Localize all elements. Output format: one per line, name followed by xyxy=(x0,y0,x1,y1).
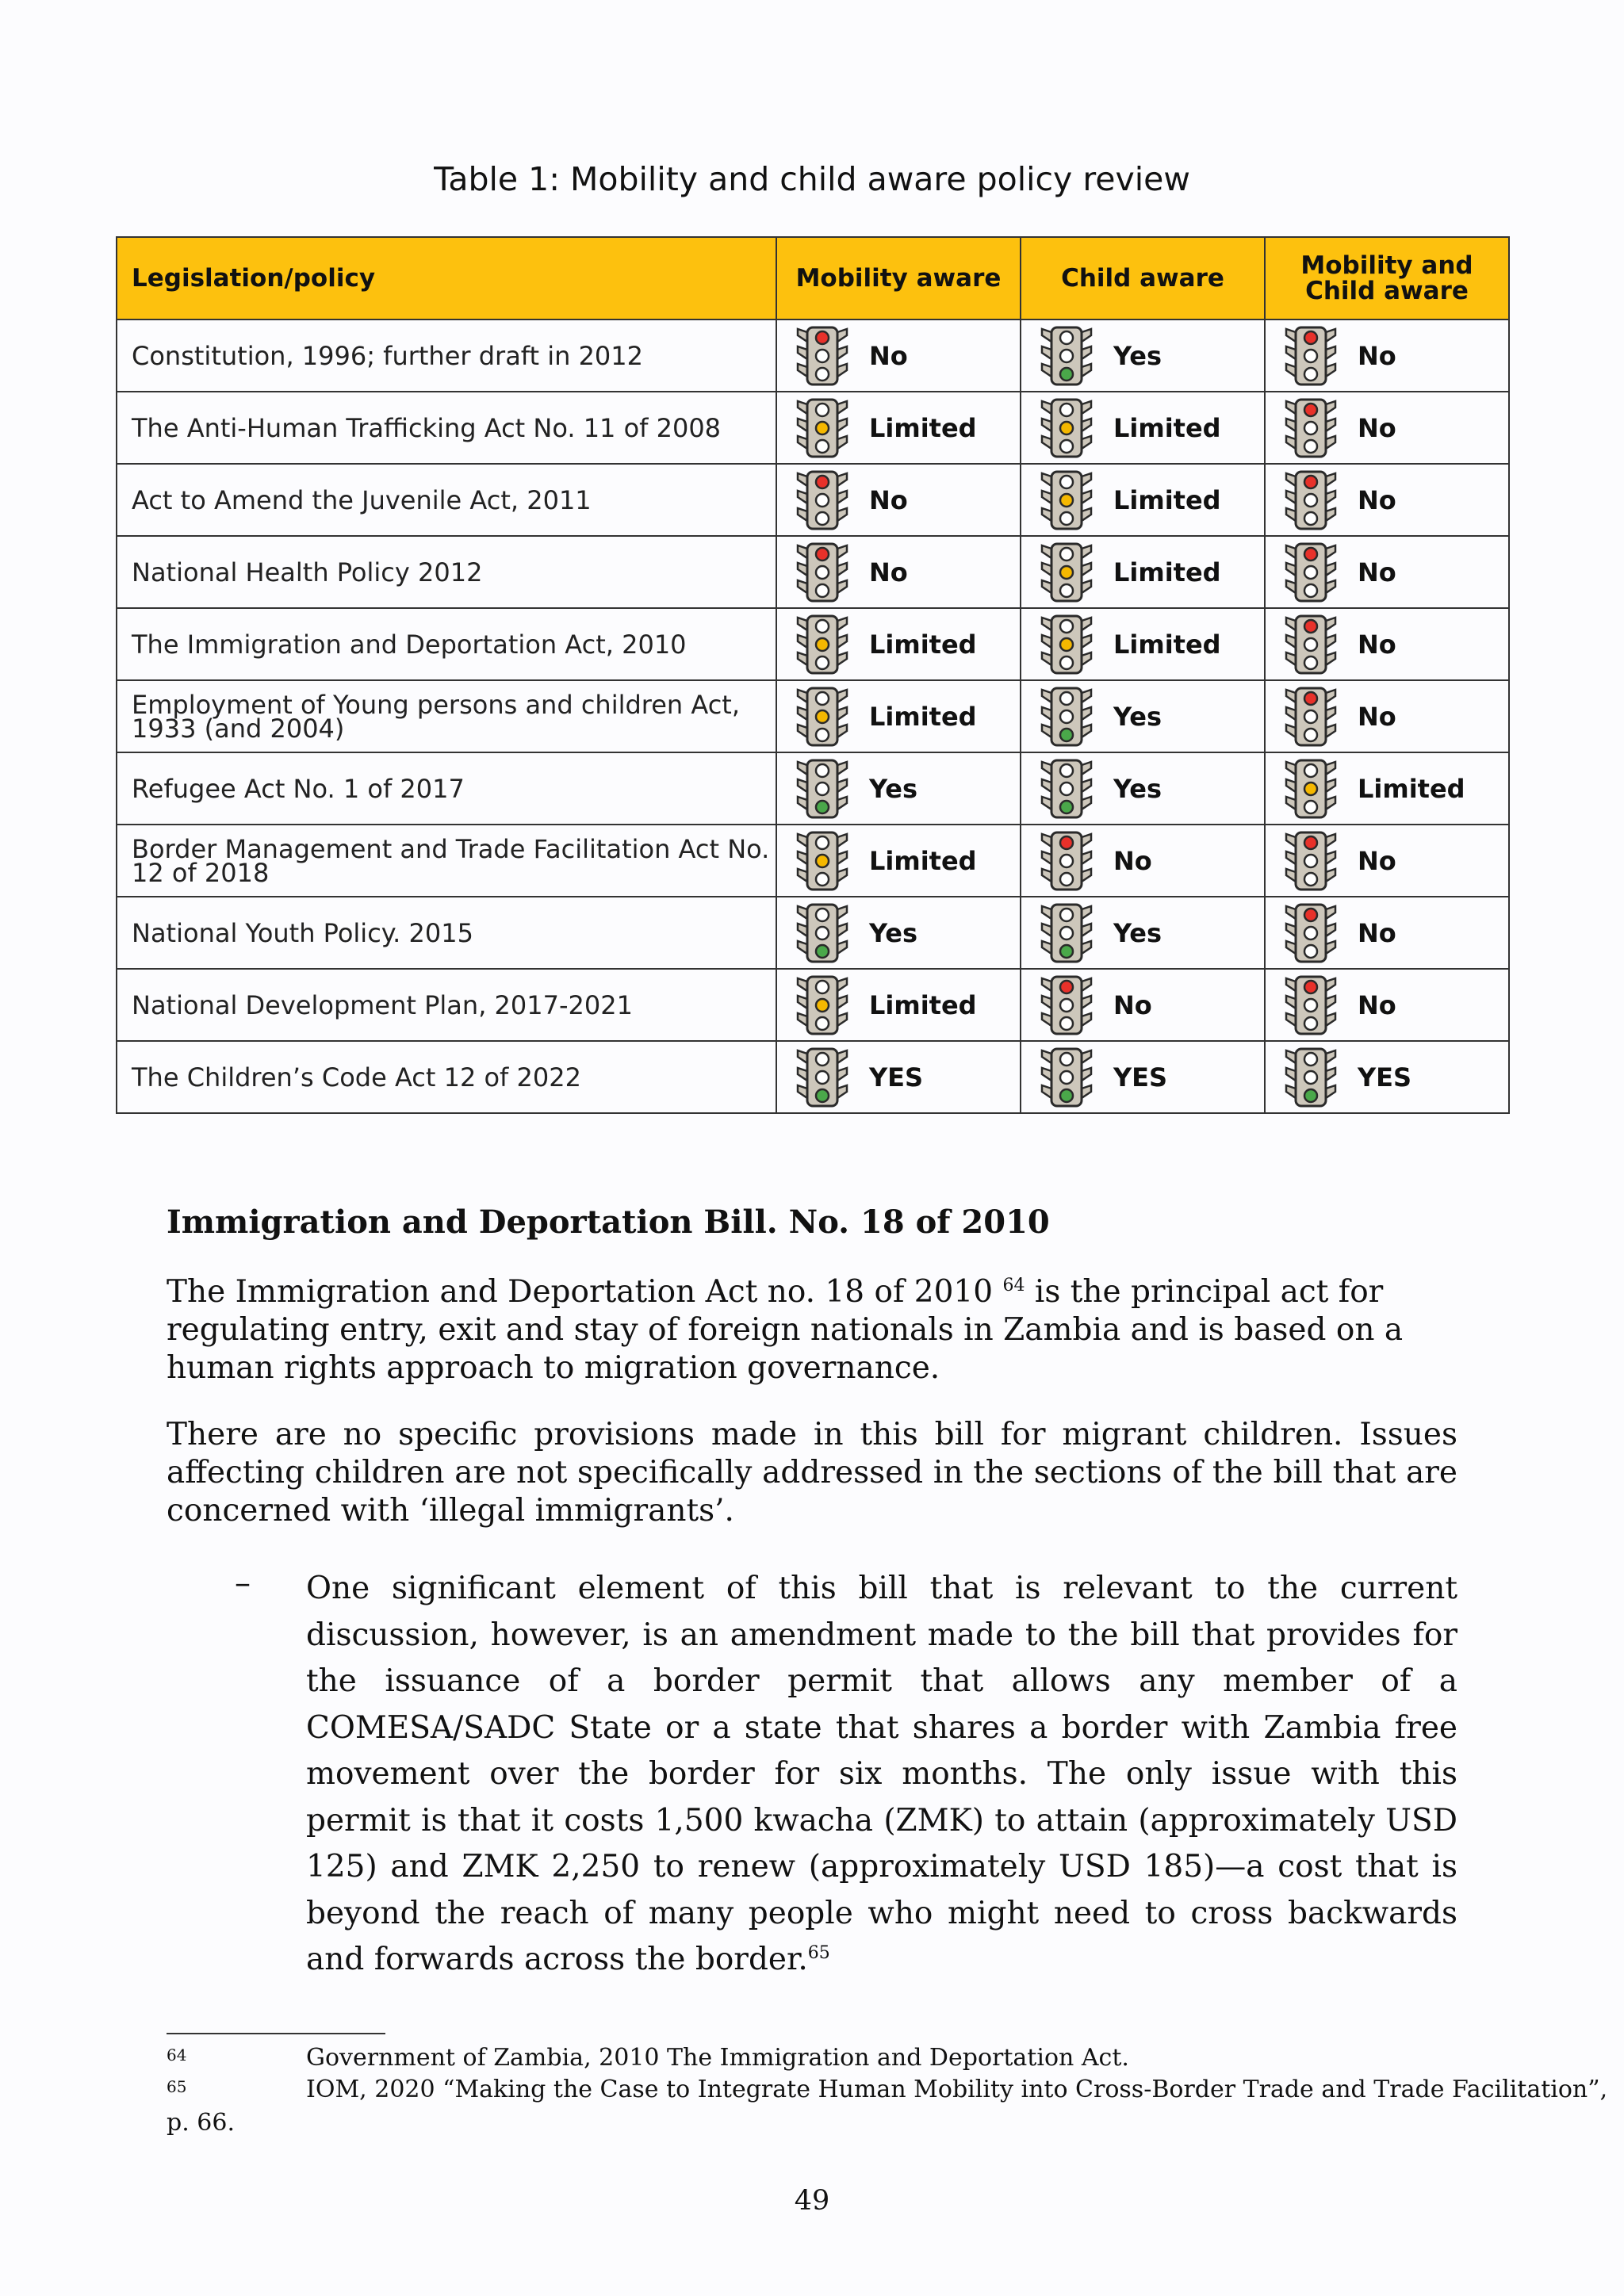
rating-cell-mobility xyxy=(776,752,1021,825)
rating-label: Yes xyxy=(1113,340,1162,371)
light-amber-off xyxy=(1060,710,1073,723)
rating-label: Limited xyxy=(869,845,977,876)
traffic-light-red-icon xyxy=(1283,398,1339,458)
table-header-row xyxy=(117,237,1509,320)
traffic-light-amber-icon xyxy=(795,975,850,1035)
light-red-on xyxy=(1060,981,1073,993)
rating-label: No xyxy=(1358,629,1396,660)
light-red-off xyxy=(1060,1053,1073,1066)
light-green-off xyxy=(1304,1017,1317,1030)
traffic-light-amber-icon xyxy=(795,614,850,675)
rating-label: No xyxy=(1113,845,1152,876)
policy-review-table xyxy=(116,236,1510,1114)
light-amber-on xyxy=(816,710,829,723)
policy-name-cell: The Anti-Human Trafficking Act No. 11 of 2008 xyxy=(117,392,776,464)
light-amber-off xyxy=(1304,494,1317,507)
light-green-off xyxy=(1060,873,1073,886)
light-red-off xyxy=(1060,764,1073,777)
bullet-paragraph-text: One significant element of this bill that is relevant to the current discussion, however, is an amendment made to the bill that provides for the issuance of a border permit that allows any member of a COMESA/SADC State or a state that shares a border with Zambia free movement over the border for six months. The only issue with this permit is that it costs 1,500 kwacha (ZMK) to attain (approximately USD 125) and ZMK 2,250 to renew (approximately USD 185)—a cost that is beyond the reach of many people who might need to cross backwards and forwards across the border. xyxy=(306,1571,1457,1977)
rating-label: Limited xyxy=(869,989,977,1020)
light-amber-off xyxy=(1304,855,1317,867)
light-red-on xyxy=(816,476,829,488)
traffic-light-red-icon xyxy=(795,542,850,603)
light-amber-on xyxy=(816,638,829,651)
rating-cell-child xyxy=(1021,752,1265,825)
traffic-light-green-icon xyxy=(795,903,850,963)
traffic-light-red-icon xyxy=(1283,975,1339,1035)
traffic-light-amber-icon xyxy=(795,687,850,747)
rating-cell-child xyxy=(1021,464,1265,536)
footnote-divider xyxy=(167,2033,385,2034)
policy-name-cell: Refugee Act No. 1 of 2017 xyxy=(117,752,776,825)
table-row xyxy=(117,1041,1509,1113)
policy-name-cell: Border Management and Trade Facilitation Act No. 12 of 2018 xyxy=(117,825,776,897)
light-amber-on xyxy=(1060,566,1073,579)
light-green-off xyxy=(1304,656,1317,669)
light-amber-on xyxy=(1304,783,1317,795)
rating-cell-both xyxy=(1265,536,1509,608)
traffic-light-green-icon xyxy=(795,1047,850,1108)
light-amber-off xyxy=(1304,638,1317,651)
light-green-off xyxy=(1304,368,1317,381)
rating-cell-mobility xyxy=(776,320,1021,392)
rating-cell-mobility xyxy=(776,536,1021,608)
light-amber-off xyxy=(1304,927,1317,939)
light-amber-off xyxy=(816,350,829,362)
rating-cell-both xyxy=(1265,680,1509,752)
traffic-light-red-icon xyxy=(1283,326,1339,386)
traffic-light-green-icon xyxy=(1039,759,1094,819)
paragraph-2: There are no specific provisions made in this bill for migrant children. Issues affecting children are not specifically addressed in the sections of the bill that are concerned with ‘illegal immigrants’. xyxy=(167,1417,1457,1529)
traffic-light-amber-icon xyxy=(1283,759,1339,819)
light-red-on xyxy=(1304,692,1317,705)
rating-label: No xyxy=(1113,989,1152,1020)
traffic-light-red-icon xyxy=(1283,614,1339,675)
rating-label: Limited xyxy=(869,629,977,660)
bullet-paragraph xyxy=(306,1566,1457,1984)
light-red-off xyxy=(1060,692,1073,705)
light-green-off xyxy=(1304,512,1317,525)
table-row xyxy=(117,392,1509,464)
traffic-light-red-icon xyxy=(1283,470,1339,530)
rating-label: YES xyxy=(1113,1062,1168,1093)
light-green-off xyxy=(1304,801,1317,813)
policy-name-cell: National Health Policy 2012 xyxy=(117,536,776,608)
footnote-ref-65: 65 xyxy=(807,1943,830,1963)
rating-cell-child xyxy=(1021,897,1265,969)
rating-cell-both xyxy=(1265,392,1509,464)
light-green-on xyxy=(1060,1089,1073,1102)
rating-cell-mobility xyxy=(776,392,1021,464)
light-amber-off xyxy=(1304,1071,1317,1084)
footnote-64-text: Government of Zambia, 2010 The Immigration and Deportation Act. xyxy=(306,2044,1129,2072)
traffic-light-amber-icon xyxy=(1039,614,1094,675)
light-amber-on xyxy=(816,855,829,867)
light-red-off xyxy=(816,692,829,705)
rating-cell-child xyxy=(1021,1041,1265,1113)
traffic-light-amber-icon xyxy=(795,831,850,891)
light-red-off xyxy=(1060,548,1073,561)
policy-name-cell: National Development Plan, 2017-2021 xyxy=(117,969,776,1041)
light-amber-off xyxy=(816,783,829,795)
traffic-light-red-icon xyxy=(1039,831,1094,891)
table-row xyxy=(117,680,1509,752)
rating-label: No xyxy=(869,484,908,515)
light-green-off xyxy=(816,368,829,381)
rating-label: YES xyxy=(1358,1062,1412,1093)
light-amber-off xyxy=(1060,999,1073,1012)
traffic-light-red-icon xyxy=(795,470,850,530)
traffic-light-green-icon xyxy=(1039,326,1094,386)
traffic-light-red-icon xyxy=(1283,542,1339,603)
traffic-light-amber-icon xyxy=(795,398,850,458)
light-green-off xyxy=(1304,584,1317,597)
light-amber-off xyxy=(1060,927,1073,939)
header-mobility-child-line2: Child aware xyxy=(1305,277,1469,305)
rating-cell-mobility xyxy=(776,969,1021,1041)
light-green-off xyxy=(1060,656,1073,669)
rating-label: Limited xyxy=(1113,557,1221,587)
light-amber-off xyxy=(1304,422,1317,434)
light-green-off xyxy=(1060,512,1073,525)
rating-cell-both xyxy=(1265,825,1509,897)
table-row xyxy=(117,320,1509,392)
policy-name-cell: Act to Amend the Juvenile Act, 2011 xyxy=(117,464,776,536)
light-amber-off xyxy=(1304,999,1317,1012)
rating-label: Limited xyxy=(1113,412,1221,443)
table-row xyxy=(117,608,1509,680)
light-amber-off xyxy=(1304,566,1317,579)
rating-label: Yes xyxy=(1113,701,1162,732)
policy-name-cell: The Children’s Code Act 12 of 2022 xyxy=(117,1041,776,1113)
light-green-on xyxy=(1060,729,1073,741)
rating-cell-child xyxy=(1021,392,1265,464)
light-amber-off xyxy=(816,566,829,579)
light-amber-off xyxy=(1060,783,1073,795)
header-mobility-child-aware xyxy=(1265,237,1509,320)
light-green-off xyxy=(1304,873,1317,886)
traffic-light-green-icon xyxy=(1283,1047,1339,1108)
light-red-on xyxy=(1304,909,1317,921)
light-red-on xyxy=(816,331,829,344)
light-red-off xyxy=(816,1053,829,1066)
rating-label: Limited xyxy=(869,412,977,443)
rating-label: No xyxy=(1358,557,1396,587)
light-red-off xyxy=(1060,620,1073,633)
light-red-off xyxy=(1304,764,1317,777)
light-red-on xyxy=(1304,836,1317,849)
rating-label: Yes xyxy=(869,917,917,948)
rating-cell-child xyxy=(1021,680,1265,752)
light-red-off xyxy=(1060,331,1073,344)
light-green-off xyxy=(1060,584,1073,597)
light-amber-on xyxy=(1060,494,1073,507)
table-row xyxy=(117,464,1509,536)
table-row xyxy=(117,897,1509,969)
light-red-off xyxy=(816,981,829,993)
traffic-light-red-icon xyxy=(1283,903,1339,963)
light-red-off xyxy=(1060,909,1073,921)
rating-cell-both xyxy=(1265,897,1509,969)
light-red-off xyxy=(816,909,829,921)
rating-cell-mobility xyxy=(776,1041,1021,1113)
light-amber-on xyxy=(1060,422,1073,434)
light-green-on xyxy=(1060,801,1073,813)
light-amber-on xyxy=(816,999,829,1012)
light-amber-off xyxy=(1060,1071,1073,1084)
traffic-light-amber-icon xyxy=(1039,398,1094,458)
traffic-light-red-icon xyxy=(1283,687,1339,747)
policy-name-cell: Constitution, 1996; further draft in 2012 xyxy=(117,320,776,392)
rating-cell-mobility xyxy=(776,608,1021,680)
rating-label: Limited xyxy=(1358,773,1465,804)
light-green-off xyxy=(816,1017,829,1030)
footnote-ref-64: 64 xyxy=(1002,1276,1025,1295)
light-red-on xyxy=(816,548,829,561)
light-red-on xyxy=(1304,476,1317,488)
rating-cell-both xyxy=(1265,1041,1509,1113)
rating-label: Limited xyxy=(1113,484,1221,515)
rating-cell-mobility xyxy=(776,464,1021,536)
rating-cell-child xyxy=(1021,608,1265,680)
rating-cell-child xyxy=(1021,320,1265,392)
rating-cell-child xyxy=(1021,536,1265,608)
light-amber-off xyxy=(1304,350,1317,362)
traffic-light-green-icon xyxy=(1039,1047,1094,1108)
light-green-on xyxy=(816,801,829,813)
light-green-off xyxy=(1304,729,1317,741)
traffic-light-amber-icon xyxy=(1039,470,1094,530)
table-caption: Table 1: Mobility and child aware policy review xyxy=(434,160,1190,198)
light-red-on xyxy=(1304,981,1317,993)
rating-label: No xyxy=(1358,412,1396,443)
light-green-off xyxy=(816,656,829,669)
light-red-off xyxy=(816,620,829,633)
rating-label: YES xyxy=(869,1062,924,1093)
table-row xyxy=(117,536,1509,608)
light-green-off xyxy=(1304,945,1317,958)
footnote-65-text: IOM, 2020 “Making the Case to Integrate Human Mobility into Cross-Border Trade and Trade Facilitation”, xyxy=(306,2076,1608,2103)
traffic-light-green-icon xyxy=(795,759,850,819)
table-row xyxy=(117,752,1509,825)
traffic-light-red-icon xyxy=(1039,975,1094,1035)
light-amber-off xyxy=(816,494,829,507)
light-green-on xyxy=(816,1089,829,1102)
table-row xyxy=(117,825,1509,897)
rating-cell-both xyxy=(1265,320,1509,392)
light-green-off xyxy=(816,873,829,886)
light-red-on xyxy=(1304,331,1317,344)
footnote-65-number: 65 xyxy=(167,2077,187,2096)
light-amber-off xyxy=(816,1071,829,1084)
policy-name-cell: National Youth Policy. 2015 xyxy=(117,897,776,969)
light-green-on xyxy=(1304,1089,1317,1102)
light-red-off xyxy=(816,404,829,416)
light-amber-off xyxy=(1304,710,1317,723)
header-legislation: Legislation/policy xyxy=(117,237,776,320)
traffic-light-green-icon xyxy=(1039,687,1094,747)
light-red-on xyxy=(1304,620,1317,633)
header-mobility-aware: Mobility aware xyxy=(776,237,1021,320)
paragraph-1-text-b: is the principal act for regulating entry, exit and stay of foreign nationals in Zambia and is based on a human rights approach to migration governance. xyxy=(167,1274,1404,1386)
rating-label: Yes xyxy=(869,773,917,804)
light-amber-on xyxy=(1060,638,1073,651)
rating-cell-mobility xyxy=(776,897,1021,969)
light-green-off xyxy=(1060,1017,1073,1030)
light-red-on xyxy=(1060,836,1073,849)
rating-cell-child xyxy=(1021,825,1265,897)
light-red-off xyxy=(816,764,829,777)
light-green-off xyxy=(1304,440,1317,453)
rating-label: No xyxy=(1358,484,1396,515)
rating-cell-both xyxy=(1265,969,1509,1041)
light-red-off xyxy=(1060,404,1073,416)
light-amber-off xyxy=(1060,350,1073,362)
section-heading: Immigration and Deportation Bill. No. 18 of 2010 xyxy=(167,1203,1050,1241)
policy-name-cell: The Immigration and Deportation Act, 2010 xyxy=(117,608,776,680)
traffic-light-red-icon xyxy=(1283,831,1339,891)
rating-label: No xyxy=(1358,340,1396,371)
rating-label: Limited xyxy=(869,701,977,732)
light-red-on xyxy=(1304,404,1317,416)
header-child-aware: Child aware xyxy=(1021,237,1265,320)
page-number: 49 xyxy=(794,2185,830,2217)
paragraph-1-text-a: The Immigration and Deportation Act no. 18 of 2010 xyxy=(167,1274,1003,1310)
light-green-off xyxy=(816,440,829,453)
rating-cell-mobility xyxy=(776,825,1021,897)
policy-name-cell: Employment of Young persons and children Act, 1933 (and 2004) xyxy=(117,680,776,752)
bullet-dash: – xyxy=(235,1565,251,1601)
light-amber-off xyxy=(816,927,829,939)
light-green-off xyxy=(816,584,829,597)
rating-label: Limited xyxy=(1113,629,1221,660)
light-green-on xyxy=(1060,368,1073,381)
traffic-light-amber-icon xyxy=(1039,542,1094,603)
rating-label: No xyxy=(869,557,908,587)
light-amber-off xyxy=(1060,855,1073,867)
rating-cell-child xyxy=(1021,969,1265,1041)
rating-label: No xyxy=(1358,701,1396,732)
light-red-off xyxy=(816,836,829,849)
traffic-light-red-icon xyxy=(795,326,850,386)
light-red-on xyxy=(1304,548,1317,561)
footnote-65-continuation: p. 66. xyxy=(167,2109,235,2137)
header-mobility-child-line1: Mobility and xyxy=(1300,251,1473,280)
rating-label: Yes xyxy=(1113,773,1162,804)
paragraph-1 xyxy=(167,1273,1457,1387)
table-row xyxy=(117,969,1509,1041)
rating-label: No xyxy=(869,340,908,371)
rating-label: Yes xyxy=(1113,917,1162,948)
rating-label: No xyxy=(1358,989,1396,1020)
rating-label: No xyxy=(1358,845,1396,876)
traffic-light-green-icon xyxy=(1039,903,1094,963)
rating-cell-both xyxy=(1265,608,1509,680)
rating-cell-both xyxy=(1265,752,1509,825)
rating-cell-both xyxy=(1265,464,1509,536)
light-green-off xyxy=(816,512,829,525)
light-green-off xyxy=(816,729,829,741)
table-body xyxy=(117,320,1509,1113)
light-green-on xyxy=(816,945,829,958)
light-green-off xyxy=(1060,440,1073,453)
footnote-64-number: 64 xyxy=(167,2045,187,2064)
light-green-on xyxy=(1060,945,1073,958)
light-amber-on xyxy=(816,422,829,434)
rating-label: No xyxy=(1358,917,1396,948)
light-red-off xyxy=(1060,476,1073,488)
light-red-off xyxy=(1304,1053,1317,1066)
rating-cell-mobility xyxy=(776,680,1021,752)
